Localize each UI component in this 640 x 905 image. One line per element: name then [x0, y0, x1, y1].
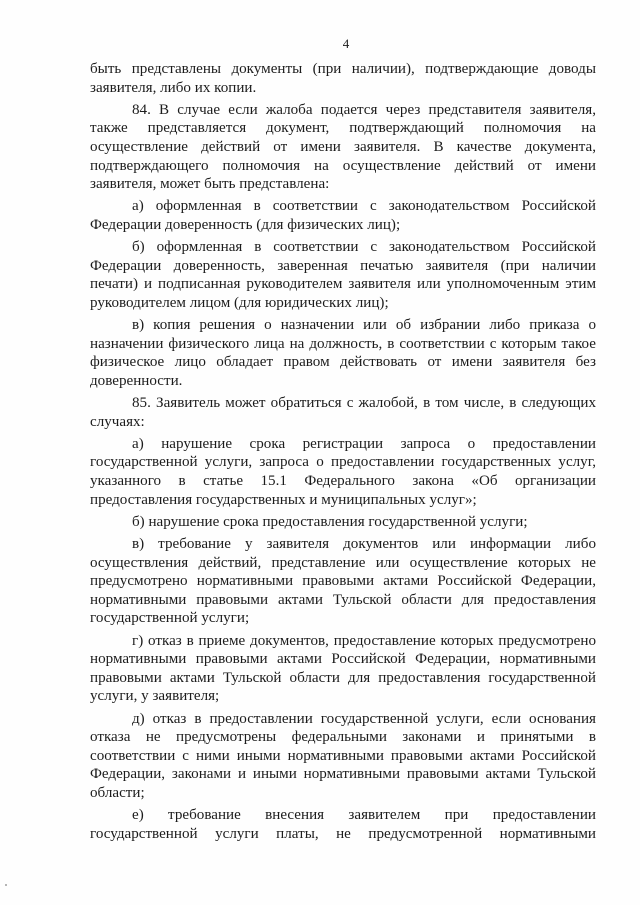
text-line: предусмотрено нормативными правовыми актами Российской Федерации, [90, 573, 596, 590]
text-line: печати) и подписанная руководителем заявителя или уполномоченным этим [90, 276, 596, 293]
text-line: назначении физического лица на должность, в соответствии с которым такое [90, 335, 596, 352]
text-line: государственной услуги, запроса о предоставлении государственных услуг, [90, 454, 596, 471]
text-line: соответствии с ними иными нормативными правовыми актами Российской [90, 747, 596, 764]
text-line: также представляется документ, подтверждающий полномочия на [90, 120, 596, 137]
text-line: 84. В случае если жалоба подается через представителя заявителя, [132, 101, 596, 118]
text-line: осуществления действий, представление или осуществление которых не [90, 554, 596, 571]
text-line: Федерации, законами и иными нормативными правовыми актами Тульской [90, 766, 596, 783]
text-line: д) отказ в предоставлении государственной услуги, если основания [132, 710, 596, 727]
text-line: нормативными правовыми актами Тульской области для предоставления [90, 591, 596, 608]
page-number: 4 [342, 36, 350, 51]
text-line: государственной услуги платы, не предусмотренной нормативными [90, 825, 596, 842]
text-line: правовыми актами Тульской области для предоставления государственной [90, 669, 596, 686]
text-line: подтверждающего полномочия на осуществление действий от имени [90, 157, 596, 174]
text-line: физическое лицо обладает правом действовать от имени заявителя без [90, 354, 596, 371]
document-body [90, 60, 596, 843]
text-line: 85. Заявитель может обратиться с жалобой, в том числе, в следующих [132, 395, 596, 412]
text-line: доверенности. [90, 372, 183, 389]
text-line: в) копия решения о назначении или об избрании либо приказа о [132, 317, 596, 334]
text-line: заявителя, либо их копии. [90, 79, 257, 96]
text-line: указанного в статье 15.1 Федерального закона «Об организации [90, 473, 596, 490]
text-line: государственной услуги; [90, 610, 250, 627]
text-line: быть представлены документы (при наличии), подтверждающие доводы [90, 61, 596, 77]
text-line: услуги, у заявителя; [90, 688, 220, 705]
text-line: в) требование у заявителя документов или информации либо [132, 536, 596, 552]
text-line: осуществление действий от имени заявителя. В качестве документа, [90, 138, 596, 155]
text-line: отказа не предусмотрены федеральными законами и принятыми в [90, 729, 596, 746]
text-line: а) оформленная в соответствии с законодательством Российской [132, 198, 596, 215]
text-line: предоставления государственных и муниципальных услуг»; [90, 491, 477, 508]
text-line: руководителем лицом (для юридических лиц); [90, 294, 389, 311]
text-line: е) требование внесения заявителем при предоставлении [132, 807, 596, 824]
text-line: нормативными правовыми актами Российской Федерации, нормативными [90, 651, 596, 668]
text-line: Федерации доверенность, заверенная печатью заявителя (при наличии [90, 257, 596, 274]
text-line: б) оформленная в соответствии с законодательством Российской [132, 239, 596, 256]
text-line: г) отказ в приеме документов, предоставление которых предусмотрено [132, 632, 596, 649]
text-line: а) нарушение срока регистрации запроса о предоставлении [132, 435, 596, 452]
text-line: заявителя, может быть представлена: [90, 176, 330, 193]
text-line: области; [90, 784, 145, 801]
text-line: б) нарушение срока предоставления государственной услуги; [132, 513, 528, 530]
text-line: случаях: [90, 413, 145, 430]
scan-speck [5, 884, 7, 886]
text-line: Федерации доверенность (для физических лиц); [90, 216, 401, 233]
